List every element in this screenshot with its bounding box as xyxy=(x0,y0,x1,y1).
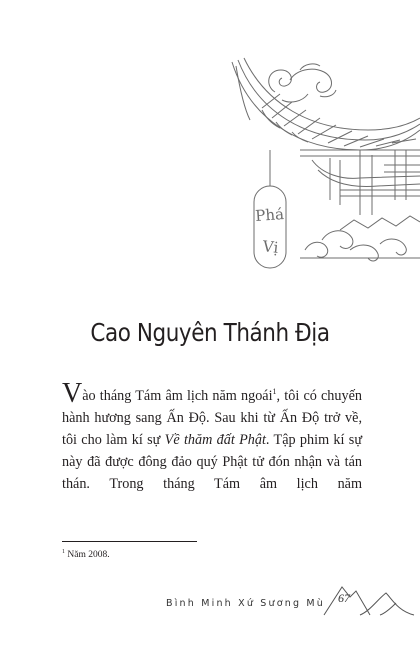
footnote-divider xyxy=(62,541,197,542)
chapter-body-text xyxy=(62,378,363,495)
phap-vi-seal xyxy=(254,186,286,268)
svg-text:Phá: Phá xyxy=(254,205,285,225)
drop-cap: V xyxy=(62,378,83,409)
italic-work-title: Về thăm đất Phật xyxy=(164,432,266,448)
footnote-text: Năm 2008. xyxy=(67,550,110,560)
temple-roof-ornament xyxy=(0,0,420,300)
roof-curves xyxy=(232,58,420,150)
running-book-title: Bình Minh Xứ Sương Mù xyxy=(166,598,326,609)
opening-paragraph xyxy=(62,378,363,495)
mountain-icon xyxy=(320,575,420,620)
eave-beams xyxy=(300,150,420,215)
paragraph-tail: . Tập phim kí sự này đã được đông đảo quý Phật tử đón nhận và tán thán. Trong tháng Tám âm lịch năm xyxy=(62,432,363,492)
page-number: 67 xyxy=(338,591,350,605)
footnote xyxy=(62,550,110,560)
footnote-marker: 1 xyxy=(62,549,65,555)
chapter-title: Cao Nguyên Thánh Địa xyxy=(90,318,330,347)
lower-cloud-scroll xyxy=(300,216,420,261)
svg-text:Vị: Vị xyxy=(261,237,280,257)
footnote-reference[interactable]: 1 xyxy=(272,387,277,396)
paragraph-continuation: , tôi có chuyến hành hương sang Ấn Độ. Sau khi từ Ấn Độ trở về, tôi cho làm kí sự xyxy=(62,388,362,448)
paragraph-intro: ào tháng Tám âm lịch năm ngoái xyxy=(82,388,273,404)
cloud-swirl-ornament xyxy=(269,64,336,102)
